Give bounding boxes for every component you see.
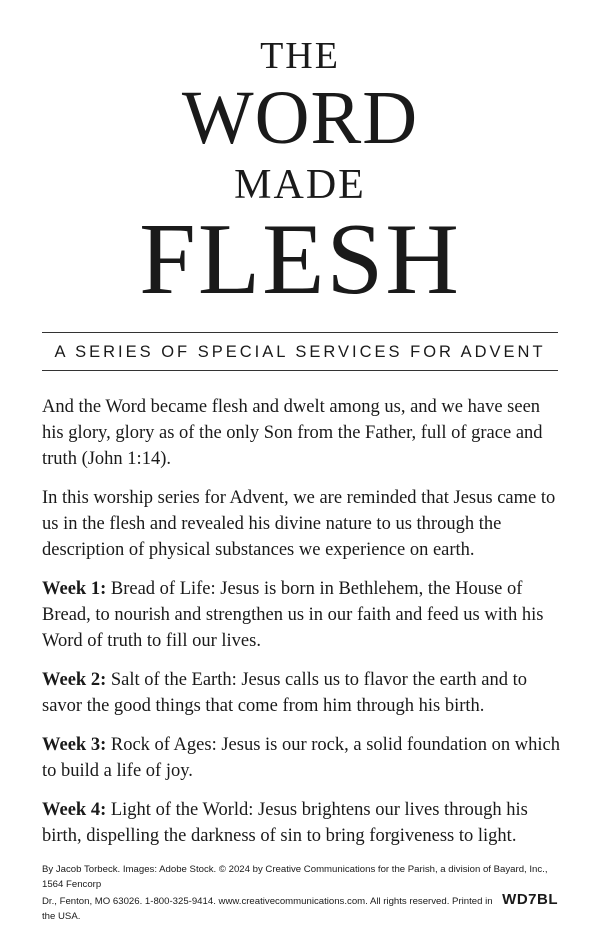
top-rule-divider: [42, 332, 558, 333]
week-1-paragraph: [42, 576, 562, 654]
week-4-label: Week 4:: [42, 800, 107, 820]
footer-credit-line-2: Dr., Fenton, MO 63026. 1-800-325-9414. www.creativecommunications.com. All rights reserved. Printed in the USA.: [42, 896, 493, 922]
bottom-rule-divider: [42, 370, 558, 371]
footer-line-2-row: [42, 892, 558, 924]
product-code: WD7BL: [502, 891, 558, 908]
week-3-paragraph: [42, 732, 562, 784]
title-made: MADE: [234, 162, 366, 208]
week-1-text: Bread of Life: Jesus is born in Bethlehem, the House of Bread, to nourish and strengthen us in our faith and feed us with his Word of truth to fill our lives.: [42, 579, 544, 651]
intro-paragraph: In this worship series for Advent, we are reminded that Jesus came to us in the flesh and revealed his divine nature to us through the description of physical substances we experience on earth.: [42, 488, 556, 560]
week-1-label: Week 1:: [42, 579, 107, 599]
week-4-paragraph: [42, 797, 562, 849]
scripture-paragraph: And the Word became flesh and dwelt among us, and we have seen his glory, glory as of the only Son from the Father, full of grace and truth (John 1:14).: [42, 397, 543, 469]
title-flesh: FLESH: [139, 203, 461, 316]
body-text: [42, 394, 562, 862]
week-2-text: Salt of the Earth: Jesus calls us to flavor the earth and to savor the good things that come from him through his birth.: [42, 670, 528, 716]
week-3-label: Week 3:: [42, 735, 107, 755]
week-2-label: Week 2:: [42, 670, 107, 690]
week-4-text: Light of the World: Jesus brightens our lives through his birth, dispelling the darkness of sin to bring forgiveness to light.: [42, 800, 528, 846]
footer-credit-line-1: By Jacob Torbeck. Images: Adobe Stock. © 2024 by Creative Communications for the Parish, a division of Bayard, Inc., 1564 Fencorp: [42, 864, 548, 890]
title-word: WORD: [181, 76, 419, 160]
title-the: THE: [260, 35, 340, 77]
week-3-text: Rock of Ages: Jesus is our rock, a solid foundation on which to build a life of joy.: [42, 735, 560, 781]
week-2-paragraph: [42, 667, 562, 719]
footer: [42, 862, 558, 924]
subtitle: A SERIES OF SPECIAL SERVICES FOR ADVENT: [54, 343, 546, 361]
